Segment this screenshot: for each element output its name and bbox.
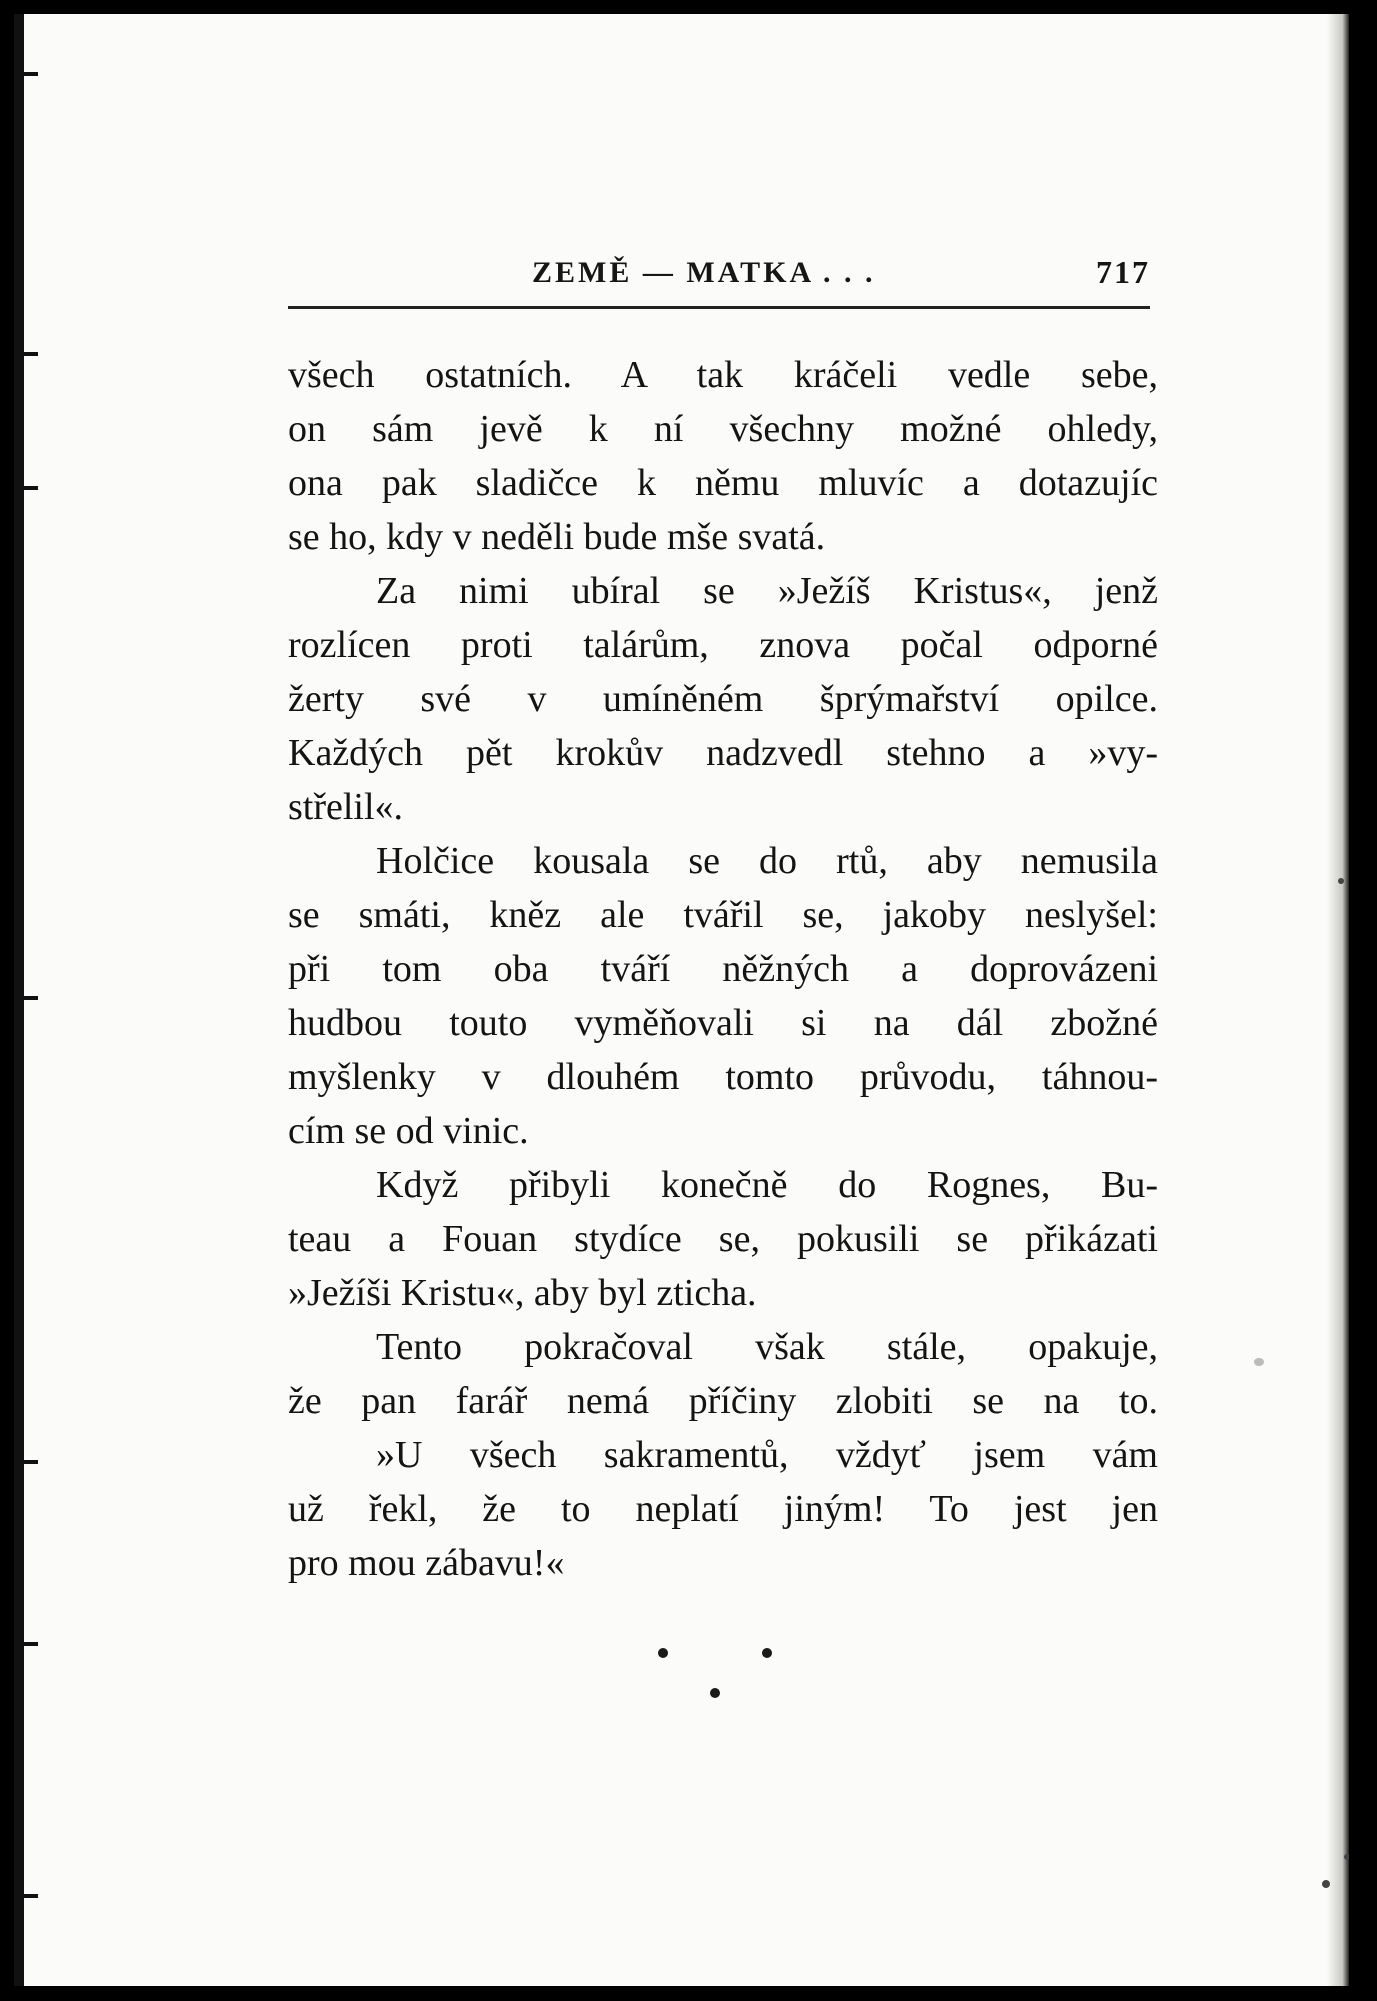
text-line: se ho, kdy v neděli bude mše svatá.: [288, 516, 826, 558]
ornament-dot: [762, 1648, 772, 1658]
text-line: cím se od vinic.: [288, 1110, 529, 1152]
text-line: »Ježíši Kristu«, aby byl zticha.: [288, 1272, 757, 1314]
text-line: Holčice kousala se do rtů, aby nemusila: [376, 840, 1158, 882]
paper-speck: [1344, 1854, 1349, 1860]
binding-notch: [24, 1894, 38, 1898]
text-line: už řekl, že to neplatí jiným! To jest jen: [288, 1488, 1158, 1530]
text-line: při tom oba tváří něžných a doprovázeni: [288, 948, 1158, 990]
page-right-shadow: [1327, 14, 1349, 1986]
text-line: »U všech sakramentů, vždyť jsem vám: [376, 1434, 1158, 1476]
page-number: 717: [1096, 254, 1150, 290]
text-line: Když přibyli konečně do Rognes, Bu-: [376, 1164, 1158, 1206]
paper-speck: [1254, 1358, 1264, 1366]
text-line: hudbou touto vyměňovali si na dál zbožné: [288, 1002, 1158, 1044]
text-line: myšlenky v dlouhém tomto průvodu, táhnou-: [288, 1056, 1158, 1098]
binding-notch: [24, 996, 38, 1000]
book-page: [14, 14, 1349, 1986]
section-ornament: [650, 1632, 780, 1722]
binding-notch: [24, 1642, 38, 1646]
paper-speck: [1322, 1880, 1330, 1888]
text-line: žerty své v umíněném šprýmařství opilce.: [288, 678, 1158, 720]
page-header: [288, 248, 1150, 312]
paper-speck: [1338, 878, 1344, 884]
text-line: Každých pět krokův nadzvedl stehno a »vy-: [288, 732, 1158, 774]
text-line: všech ostatních. A tak kráčeli vedle sebe,: [288, 354, 1158, 396]
text-line: rozlícen proti talárům, znova počal odporné: [288, 624, 1158, 666]
binding-notch: [24, 1460, 38, 1464]
text-line: že pan farář nemá příčiny zlobiti se na to.: [288, 1380, 1158, 1422]
body-text: [288, 348, 1158, 1590]
binding-notch: [24, 72, 38, 76]
ornament-dot: [710, 1688, 720, 1698]
binding-notch: [24, 486, 38, 490]
binding-notch: [24, 352, 38, 356]
ornament-dot: [658, 1648, 668, 1658]
running-head: ZEMĚ — MATKA . . .: [532, 256, 876, 289]
text-line: pro mou zábavu!«: [288, 1542, 565, 1584]
text-line: teau a Fouan stydíce se, pokusili se přikázati: [288, 1218, 1158, 1260]
text-line: ona pak sladičce k němu mluvíc a dotazujíc: [288, 462, 1158, 504]
text-line: střelil«.: [288, 786, 404, 828]
header-rule: [288, 306, 1150, 309]
binding-edge-line: [14, 14, 24, 1986]
text-line: Za nimi ubíral se »Ježíš Kristus«, jenž: [376, 570, 1158, 612]
text-line: se smáti, kněz ale tvářil se, jakoby neslyšel:: [288, 894, 1158, 936]
text-line: Tento pokračoval však stále, opakuje,: [376, 1326, 1158, 1368]
text-line: on sám jevě k ní všechny možné ohledy,: [288, 408, 1158, 450]
